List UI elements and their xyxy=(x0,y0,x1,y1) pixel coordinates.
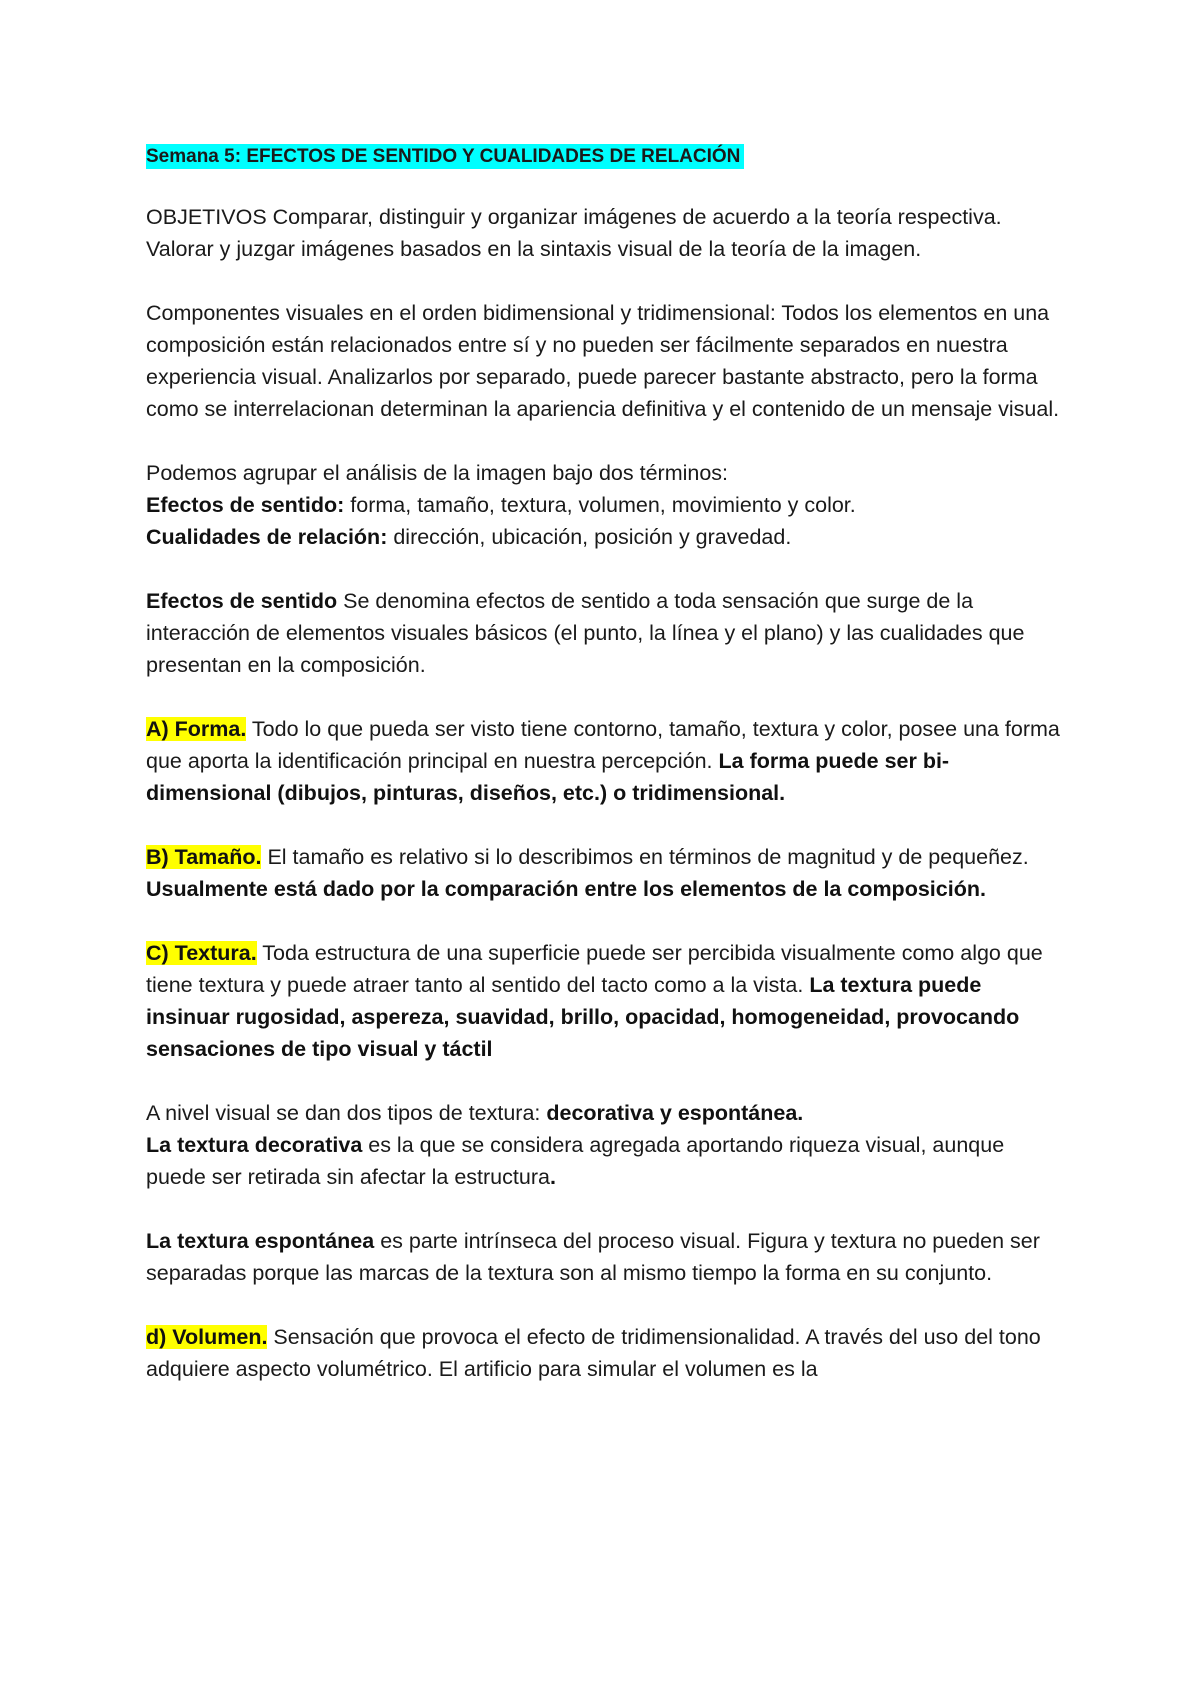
efectos-text: forma, tamaño, textura, volumen, movimiento y color. xyxy=(344,493,856,517)
textura-text: Toda estructura de una superficie puede ser percibida visualmente como algo que tiene textura y puede atraer tanto al sentido del tacto como a la vista. xyxy=(146,941,1043,997)
decorativa-label: La textura decorativa xyxy=(146,1133,363,1157)
tipos-intro-line xyxy=(146,1097,1066,1129)
title-text: EFECTOS DE SENTIDO Y CUALIDADES DE RELACIÓN xyxy=(241,146,741,167)
forma-label: A) Forma. xyxy=(146,717,247,741)
volumen-paragraph xyxy=(146,1321,1066,1385)
efectos-def-label: Efectos de sentido xyxy=(146,589,338,613)
volumen-label: d) Volumen. xyxy=(146,1325,268,1349)
tipos-intro-bold: decorativa y espontánea. xyxy=(546,1101,804,1125)
title-highlight xyxy=(146,144,744,169)
textura-label: C) Textura. xyxy=(146,941,257,965)
forma-bold: La forma puede ser bi-dimensional (dibujos, pinturas, diseños, etc.) o tridimensional. xyxy=(146,749,950,805)
tamano-text: El tamaño es relativo si lo describimos en términos de magnitud y de pequeñez. xyxy=(261,845,1029,869)
textura-paragraph xyxy=(146,937,1066,1065)
document-title xyxy=(146,141,1066,173)
decorativa-line xyxy=(146,1129,1066,1193)
decorativa-text: es la que se considera agregada aportando riqueza visual, aunque puede ser retirada sin afectar la estructura xyxy=(146,1133,1005,1189)
efectos-def-paragraph xyxy=(146,585,1066,681)
textura-bold: La textura puede insinuar rugosidad, aspereza, suavidad, brillo, opacidad, homogeneidad, provocando sensaciones de tipo visual y táctil xyxy=(146,973,1020,1061)
cualidades-label: Cualidades de relación: xyxy=(146,525,388,549)
espontanea-label: La textura espontánea xyxy=(146,1229,375,1253)
volumen-text: Sensación que provoca el efecto de tridimensionalidad. A través del uso del tono adquiere aspecto volumétrico. El artificio para simular el volumen es la xyxy=(146,1325,1041,1381)
efectos-def-text: Se denomina efectos de sentido a toda sensación que surge de la interacción de elementos visuales básicos (el punto, la línea y el plano) y las cualidades que presentan en la composición. xyxy=(146,589,1025,677)
tamano-paragraph xyxy=(146,841,1066,905)
document-page xyxy=(146,141,1066,1417)
forma-paragraph xyxy=(146,713,1066,809)
forma-text: Todo lo que pueda ser visto tiene contorno, tamaño, textura y color, posee una forma que aporta la identificación principal en nuestra percepción. xyxy=(146,717,1060,773)
efectos-line xyxy=(146,489,1066,521)
espontanea-paragraph xyxy=(146,1225,1066,1289)
espontanea-text: es parte intrínseca del proceso visual. Figura y textura no pueden ser separadas porque las marcas de la textura son al mismo tiempo la forma en su conjunto. xyxy=(146,1229,1040,1285)
tamano-label: B) Tamaño. xyxy=(146,845,262,869)
componentes-paragraph: Componentes visuales en el orden bidimensional y tridimensional: Todos los elementos en una composición están relacionados entre sí y no pueden ser fácilmente separados en nuestra experiencia visual. Analizarlos por separado, puede parecer bastante abstracto, pero la forma como se interrelacionan determinan la apariencia definitiva y el contenido de un mensaje visual. xyxy=(146,301,1060,421)
objetivos-paragraph: OBJETIVOS Comparar, distinguir y organizar imágenes de acuerdo a la teoría respectiva. Valorar y juzgar imágenes basados en la sintaxis visual de la teoría de la imagen. xyxy=(146,205,1002,261)
tipos-intro: A nivel visual se dan dos tipos de textura: xyxy=(146,1101,547,1125)
efectos-label: Efectos de sentido: xyxy=(146,493,345,517)
decorativa-end: . xyxy=(549,1165,556,1189)
tamano-bold: Usualmente está dado por la comparación entre los elementos de la composición. xyxy=(146,877,986,901)
cualidades-line xyxy=(146,521,1066,553)
cualidades-text: dirección, ubicación, posición y gravedad. xyxy=(387,525,792,549)
tipos-textura-paragraph xyxy=(146,1097,1066,1193)
agrupar-intro: Podemos agrupar el análisis de la imagen bajo dos términos: xyxy=(146,461,729,485)
title-label: Semana 5: xyxy=(146,146,242,167)
agrupar-paragraph xyxy=(146,457,1066,553)
